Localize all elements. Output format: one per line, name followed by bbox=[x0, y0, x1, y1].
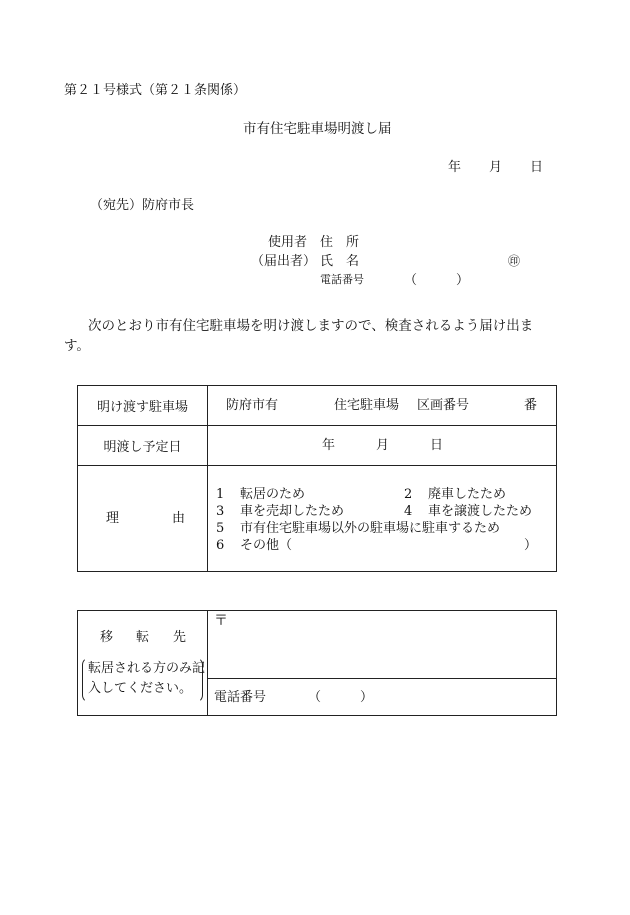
form-number: 第２１号様式（第２１条関係） bbox=[64, 83, 247, 98]
scheduled-date-label: 明渡し予定日 bbox=[103, 440, 182, 455]
date-day: 日 bbox=[530, 160, 544, 175]
parking-ban: 番 bbox=[524, 398, 538, 413]
relocation-label-c: 先 bbox=[173, 630, 187, 645]
reason-6-close: ） bbox=[524, 538, 538, 553]
relocation-label-a: 移 bbox=[100, 630, 114, 645]
relocation-table bbox=[77, 610, 557, 716]
body-text-line2: す。 bbox=[64, 338, 90, 354]
postal-mark: 〒 bbox=[214, 613, 228, 629]
relocation-note-line2: 入してください。 bbox=[88, 681, 193, 696]
relocation-label-b: 転 bbox=[136, 630, 150, 645]
reason-6-text: その他（ bbox=[240, 538, 293, 553]
date-year: 年 bbox=[448, 160, 462, 175]
parking-section-number: 区画番号 bbox=[417, 398, 470, 413]
applicant-role-user: 使用者 bbox=[268, 235, 308, 250]
scheduled-year: 年 bbox=[322, 438, 336, 453]
reason-1-text: 転居のため bbox=[240, 487, 306, 502]
document-title: 市有住宅駐車場明渡し届 bbox=[243, 121, 392, 137]
name-label: 氏 名 bbox=[320, 254, 360, 269]
reason-label-cell bbox=[78, 466, 208, 572]
relocation-label-cell bbox=[78, 611, 208, 716]
applicant-role-filer: （届出者） bbox=[251, 254, 317, 269]
reason-3-num: 3 bbox=[216, 504, 225, 519]
new-phone-cell[interactable] bbox=[208, 678, 557, 715]
table-row bbox=[78, 426, 557, 466]
applicant-phone-parens: （ ） bbox=[404, 273, 470, 288]
scheduled-date-label-cell bbox=[78, 426, 208, 466]
table-row bbox=[78, 466, 557, 572]
reason-options-cell bbox=[208, 466, 557, 572]
reason-6-num: 6 bbox=[216, 538, 225, 553]
reason-1-num: 1 bbox=[216, 487, 225, 502]
applicant-phone-label: 電話番号 bbox=[320, 273, 364, 286]
scheduled-date-value-cell bbox=[208, 426, 557, 466]
table-row bbox=[78, 386, 557, 426]
reason-5-num: 5 bbox=[216, 521, 225, 536]
reason-label-a: 理 bbox=[106, 511, 120, 526]
date-month: 月 bbox=[489, 160, 503, 175]
parking-label: 明け渡す駐車場 bbox=[96, 400, 188, 415]
new-phone-label: 電話番号 bbox=[214, 689, 267, 705]
reason-2-text: 廃車したため bbox=[428, 487, 507, 502]
parking-details-table bbox=[77, 385, 557, 572]
new-phone-parens: （ ） bbox=[308, 689, 374, 705]
addressee: （宛先）防府市長 bbox=[90, 198, 195, 213]
relocation-note-line1: 転居される方のみ記 bbox=[88, 661, 206, 676]
body-text-line1: 次のとおり市有住宅駐車場を明け渡しますので、検査されるよう届け出ま bbox=[88, 318, 534, 334]
reason-2-num: 2 bbox=[404, 487, 413, 502]
reason-5-text: 市有住宅駐車場以外の駐車場に駐車するため bbox=[240, 521, 501, 536]
scheduled-day: 日 bbox=[430, 438, 444, 453]
scheduled-month: 月 bbox=[376, 438, 390, 453]
parking-value-cell bbox=[208, 386, 557, 426]
new-address-cell[interactable] bbox=[208, 611, 557, 679]
reason-3-text: 車を売却したため bbox=[240, 504, 345, 519]
parking-housing: 住宅駐車場 bbox=[334, 398, 400, 413]
parking-city: 防府市有 bbox=[226, 398, 279, 413]
reason-label-b: 由 bbox=[172, 511, 186, 526]
parking-label-cell bbox=[78, 386, 208, 426]
reason-4-num: 4 bbox=[404, 504, 413, 519]
reason-4-text: 車を譲渡したため bbox=[428, 504, 533, 519]
seal-mark: ㊞ bbox=[508, 254, 521, 268]
table-row bbox=[78, 611, 557, 679]
address-label: 住 所 bbox=[320, 235, 360, 250]
